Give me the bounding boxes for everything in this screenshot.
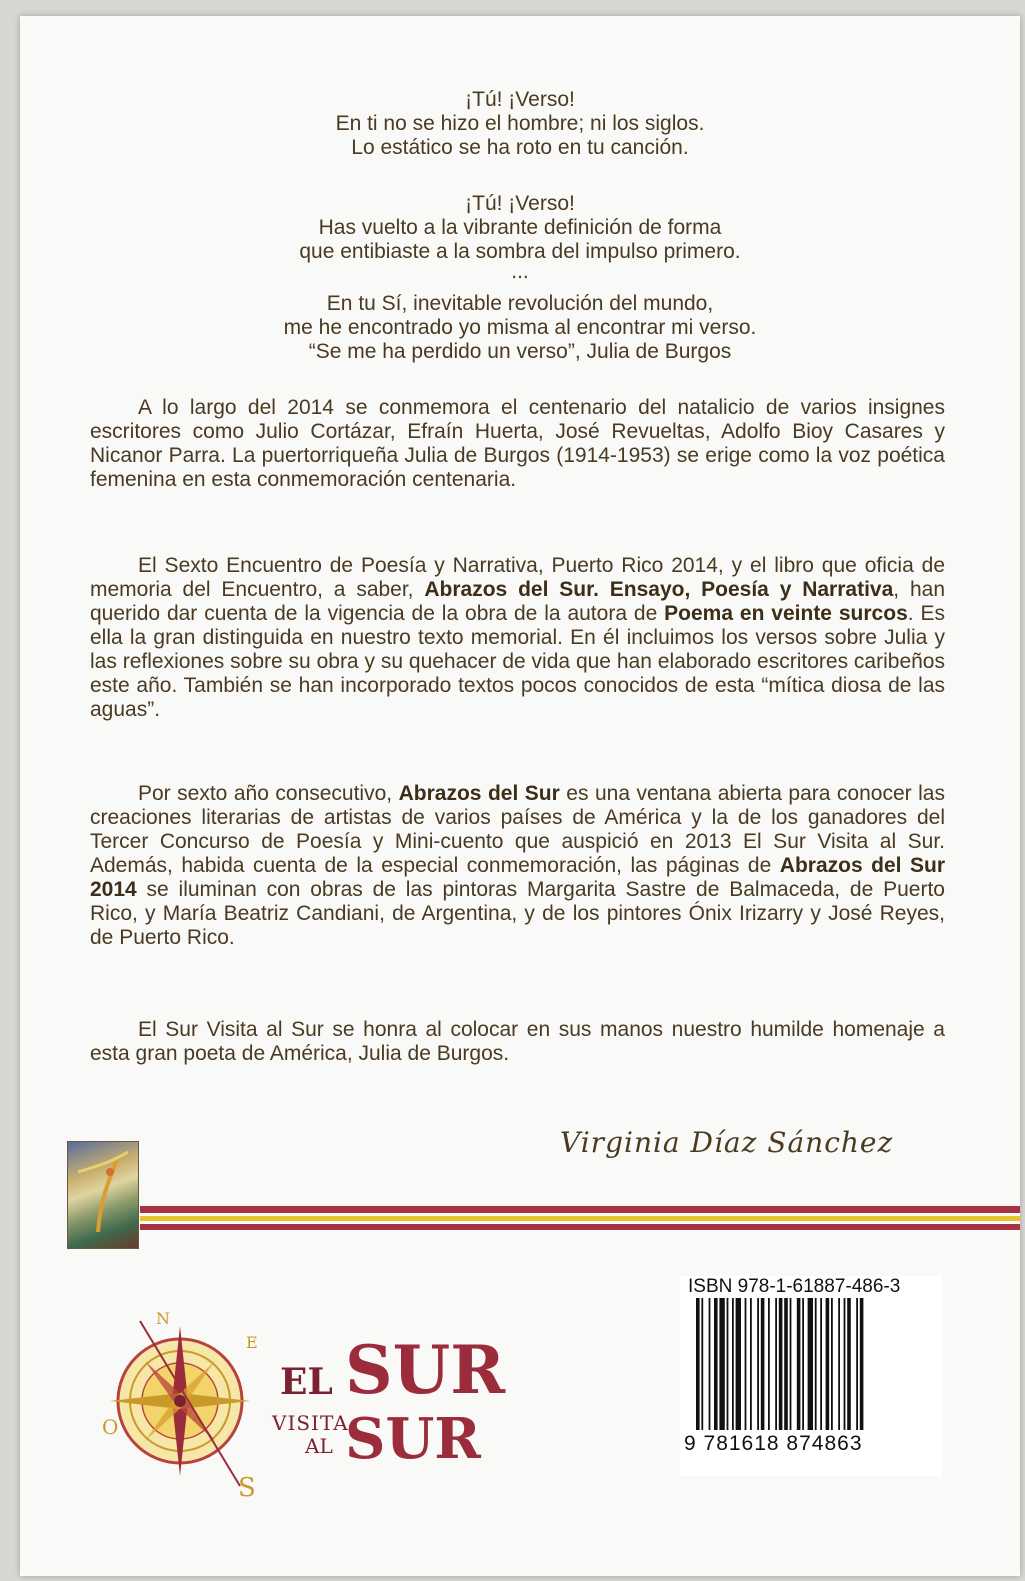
decorative-stripe: [140, 1216, 1020, 1221]
poem-line: “Se me ha perdido un verso”, Julia de Burgos: [308, 340, 732, 363]
paragraph-text: , han querido dar cuenta de la vigencia de la obra de la autora de: [90, 578, 945, 625]
painting-figure-icon: [68, 1142, 138, 1248]
barcode-bar: [750, 1298, 752, 1430]
barcode-bar: [820, 1298, 822, 1430]
barcode-bar: [790, 1298, 792, 1430]
compass-s: S: [238, 1473, 256, 1503]
paragraph-2: [90, 554, 945, 722]
paragraph-4: El Sur Visita al Sur se honra al colocar en sus manos nuestro humilde homenaje a esta gran poeta de América, Julia de Burgos.: [90, 1018, 945, 1065]
decorative-stripe: [140, 1224, 1020, 1230]
barcode-bar: [838, 1298, 840, 1430]
barcode-bar: [768, 1298, 770, 1430]
poem-ellipsis: ...: [511, 260, 529, 283]
poem-line: ¡Tú! ¡Verso!: [465, 192, 575, 215]
logo-al: AL: [305, 1434, 333, 1458]
barcode-box: [680, 1276, 942, 1476]
paragraph-text: Por sexto año consecutivo,: [138, 782, 399, 805]
book-back-cover: [20, 16, 1020, 1576]
decorative-stripe: [140, 1206, 1020, 1213]
poem-line: ¡Tú! ¡Verso!: [465, 88, 575, 111]
barcode-bar: [714, 1298, 718, 1430]
barcode-bar: [701, 1298, 703, 1430]
barcode-bars: [696, 1298, 936, 1430]
poem-stanza-2: [20, 192, 1020, 283]
paragraph-text: es una ventana abierta para conocer las creaciones literarias de artistas de varios países de América y la de los ganadores del Tercer Concurso de Poesía y Mini-cuento que auspició en 2013 El Sur Visita al Sur. Además, habida cuenta de la especial conmemoración, las páginas de: [90, 782, 945, 877]
barcode-bar: [797, 1298, 801, 1430]
author-signature: Virginia Díaz Sánchez: [560, 1126, 894, 1159]
barcode-bar: [779, 1298, 783, 1430]
poem-line: Has vuelto a la vibrante definición de forma: [318, 216, 722, 239]
compass-n: N: [156, 1309, 170, 1328]
poem-line: Lo estático se ha roto en tu canción.: [351, 136, 689, 159]
logo-sur-bottom: SUR: [345, 1406, 481, 1472]
barcode-bar: [745, 1298, 747, 1430]
barcode-bar: [802, 1298, 804, 1430]
barcode-bar: [808, 1298, 813, 1430]
barcode-bar: [784, 1298, 788, 1430]
barcode-bar: [736, 1298, 741, 1430]
barcode-bar: [727, 1298, 729, 1430]
barcode-bar: [757, 1298, 759, 1430]
poem-line: En tu Sí, inevitable revolución del mundo,: [326, 292, 714, 315]
barcode-bar: [856, 1298, 858, 1430]
poem-stanza-1: [20, 88, 1020, 160]
book-title-bold: Abrazos del Sur 2014: [90, 854, 945, 901]
poem-line: me he encontrado yo misma al encontrar mi verso.: [283, 316, 757, 339]
logo-visita: VISITA: [272, 1411, 349, 1435]
book-title-bold: Abrazos del Sur: [398, 782, 560, 805]
isbn-label: ISBN 978-1-61887-486-3: [688, 1276, 901, 1297]
paragraph-text: El Sexto Encuentro de Poesía y Narrativa, Puerto Rico 2014, y el libro que oficia de memoria del Encuentro, a saber,: [90, 554, 945, 601]
barcode-bar: [719, 1298, 724, 1430]
barcode-bar: [732, 1298, 734, 1430]
paragraph-text: se iluminan con obras de las pintoras Margarita Sastre de Balmaceda, de Puerto Rico, y María Beatriz Candiani, de Argentina, y de los pintores Ónix Irizarry y José Reyes, de Puerto Rico.: [90, 878, 945, 949]
poem-line: En ti no se hizo el hombre; ni los siglos.: [335, 112, 705, 135]
barcode-bar: [696, 1298, 700, 1430]
logo-el: EL: [280, 1361, 333, 1403]
barcode-bar: [761, 1298, 765, 1430]
compass-o: O: [102, 1415, 119, 1439]
barcode-number: 9 781618 874863: [684, 1432, 863, 1455]
compass-e: E: [246, 1333, 258, 1352]
book-title-bold: Abrazos del Sur. Ensayo, Poesía y Narrativa: [424, 578, 894, 601]
book-title-bold: Poema en veinte surcos: [664, 602, 908, 625]
poem-stanza-3: [20, 292, 1020, 364]
barcode-bar: [775, 1298, 777, 1430]
barcode-bar: [831, 1298, 833, 1430]
paragraph-text: . Es ella la gran distinguida en nuestro texto memorial. En él incluimos los versos sobre Julia y las reflexiones sobre su obra y su quehacer de vida que han elaborado escritores caribeños este año. También se han incorporado textos pocos conocidos de esta “mítica diosa de las aguas”.: [90, 602, 945, 721]
poem-line: que entibiaste a la sombra del impulso primero.: [299, 240, 741, 263]
paragraph-3: [90, 782, 945, 950]
publisher-logo: [100, 1306, 520, 1506]
barcode-bar: [815, 1298, 817, 1430]
logo-sur-top: SUR: [345, 1331, 506, 1409]
barcode-bar: [709, 1298, 711, 1430]
barcode-bar: [860, 1298, 864, 1430]
paragraph-1: A lo largo del 2014 se conmemora el centenario del natalicio de varios insignes escritores como Julio Cortázar, Efraín Huerta, José Revueltas, Adolfo Bioy Casares y Nicanor Parra. La puertorriqueña Julia de Burgos (1914-1953) se erige como la voz poética femenina en esta conmemoración centenaria.: [90, 396, 945, 491]
barcode-bar: [844, 1298, 846, 1430]
compass-rose-icon: [100, 1306, 270, 1506]
painting-thumbnail: [67, 1141, 139, 1249]
barcode-bar: [826, 1298, 830, 1430]
barcode-bar: [847, 1298, 851, 1430]
